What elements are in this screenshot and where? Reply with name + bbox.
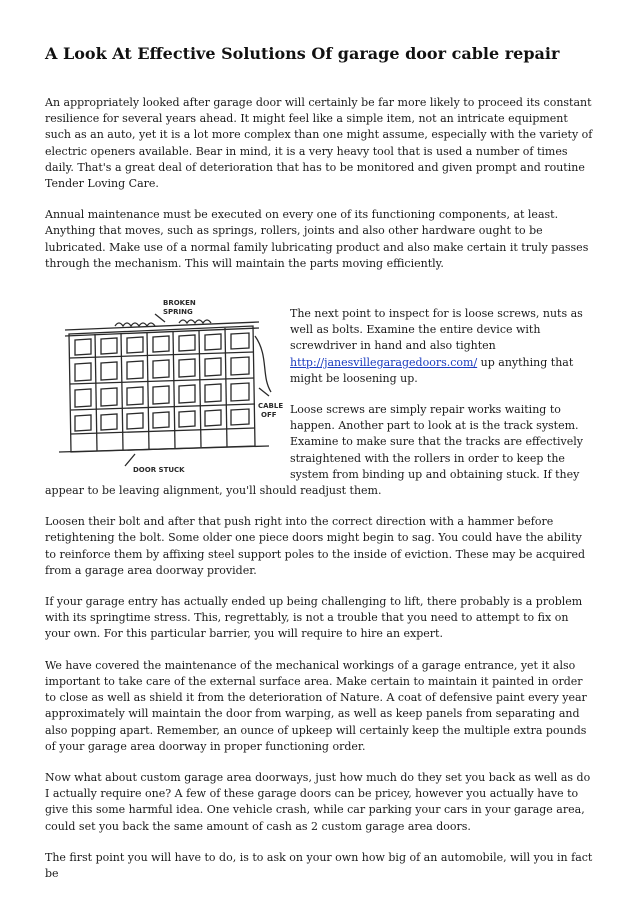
paragraph-1: An appropriately looked after garage door will certainly be far more likely to proceed its constant resilience for several years ahead. It might feel like a simple item, not an intricate equipment such as an auto, yet it is a lot more complex than one might assume, especially with the variety of electric openers available. Bear in mind, it is a very heavy tool that is used a number of times daily. That's a great deal of deterioration that has to be monitored and given prompt and routine Tender Loving Care.	[45, 96, 593, 191]
garage-door-illustration	[55, 296, 284, 476]
paragraph-5: Loosen their bolt and after that push right into the correct direction with a hammer before retightening the bolt. Some older one piece doors might begin to sag. You could have the ability to reinforce them by affixing steel support poles to the inside of eviction. These may be acquired from a garage area doorway provider.	[45, 515, 586, 577]
paragraph-9: The first point you will have to do, is to ask on your own how big of an automobile, will you in fact be	[45, 850, 593, 880]
paragraph-4: Loose screws are simply repair works waiting to happen. Another part to look at is the track system. Examine to make sure that the tracks are effectively straightened with the rollers in order to keep the system from binding up and obtaining stuck. If they appear to be leaving alignment, you'll should readjust them.	[45, 403, 583, 498]
garage-doors-link[interactable]: http://janesvillegaragedoors.com/	[290, 355, 478, 369]
label-cable: CABLE	[258, 402, 284, 411]
garage-door-sketch	[55, 296, 284, 476]
article-title: A Look At Effective Solutions Of garage door cable repair	[45, 44, 560, 63]
label-spring: SPRING	[163, 308, 193, 317]
paragraph-3-text-b: up anything that might be loosening up.	[290, 355, 574, 385]
document-page	[45, 44, 594, 897]
label-broken: BROKEN	[163, 299, 196, 308]
paragraph-2: Annual maintenance must be executed on every one of its functioning components, at least. Anything that moves, such as springs, rollers, joints and also other hardware ought to be lubricated. Make use of a normal family lubricating product and also make certain it truly passes through the mechanism. This will maintain the parts moving efficiently.	[45, 208, 589, 270]
paragraph-6: If your garage entry has actually ended up being challenging to lift, there probably is a problem with its springtime stress. This, regrettably, is not a trouble that you need to attempt to fix on your own. For this particular barrier, you will require to hire an expert.	[45, 595, 583, 641]
label-door-stuck: DOOR STUCK	[133, 466, 185, 475]
label-off: OFF	[261, 411, 277, 420]
paragraph-8: Now what about custom garage area doorways, just how much do they set you back as well as do I actually require one? A few of these garage doors can be pricey, however you actually have to give this some harmful idea. One vehicle crash, while car parking your cars in your garage area, could set you back the same amount of cash as 2 custom garage area doors.	[45, 770, 591, 833]
paragraph-7: We have covered the maintenance of the mechanical workings of a garage entrance, yet it also important to take care of the external surface area. Make certain to maintain it painted in order to close as well as shield it from the deterioration of Nature. A coat of defensive paint every year approximately will maintain the door from warping, as well as keep panels from separating and also popping apart. Remember, an ounce of upkeep will certainly keep the multiple extra pounds of your garage area doorway in proper functioning order.	[45, 658, 587, 753]
image-text-block	[45, 294, 594, 499]
paragraph-3-text-a: The next point to inspect for is loose screws, nuts as well as bolts. Examine the entire device with screwdriver in hand and also tighten	[290, 307, 583, 353]
